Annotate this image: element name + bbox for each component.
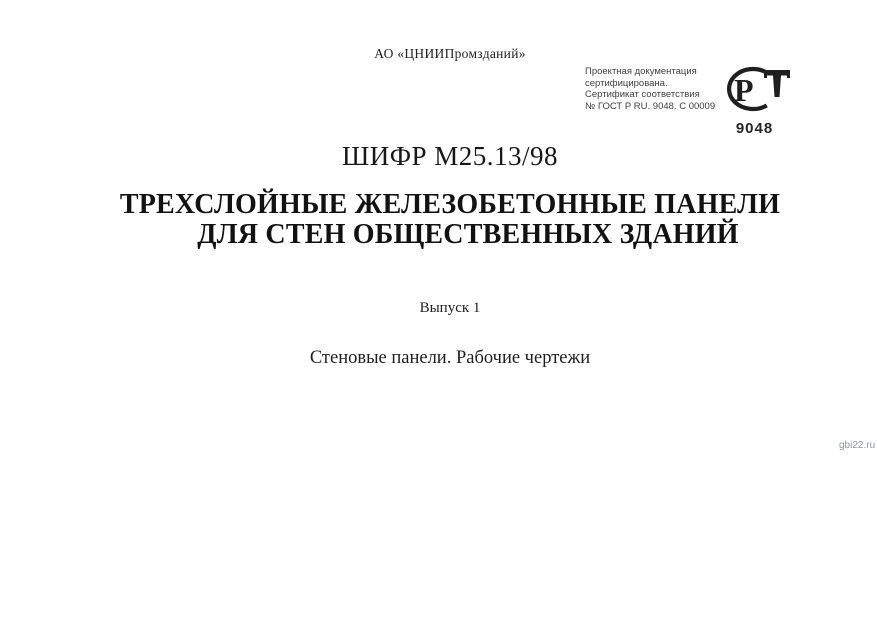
rst-certification-mark-icon: [726, 66, 794, 114]
watermark: gbi22.ru: [839, 440, 876, 451]
document-subtitle: Стеновые панели. Рабочие чертежи: [309, 348, 591, 368]
certification-note-line: Сертификат соответствия: [585, 89, 700, 100]
svg-text:P: P: [734, 72, 754, 108]
certification-note-line: Проектная документация: [585, 66, 697, 77]
document-cipher: ШИФР М25.13/98: [341, 141, 559, 171]
issue-number: Выпуск 1: [419, 300, 481, 316]
document-title: [23, 190, 877, 250]
certification-note-line: сертифицирована.: [585, 77, 668, 89]
certification-note: [585, 66, 735, 112]
organization-name: АО «ЦНИИПромзданий»: [374, 46, 526, 61]
certification-mark: [726, 66, 794, 137]
title-line: ДЛЯ СТЕН ОБЩЕСТВЕННЫХ ЗДАНИЙ: [197, 219, 739, 250]
certification-note-line: № ГОСТ Р RU. 9048. С 00009: [585, 100, 716, 112]
title-line: ТРЕХСЛОЙНЫЕ ЖЕЛЕЗОБЕТОННЫЕ ПАНЕЛИ: [119, 189, 781, 220]
certification-mark-number: 9048: [735, 120, 774, 137]
